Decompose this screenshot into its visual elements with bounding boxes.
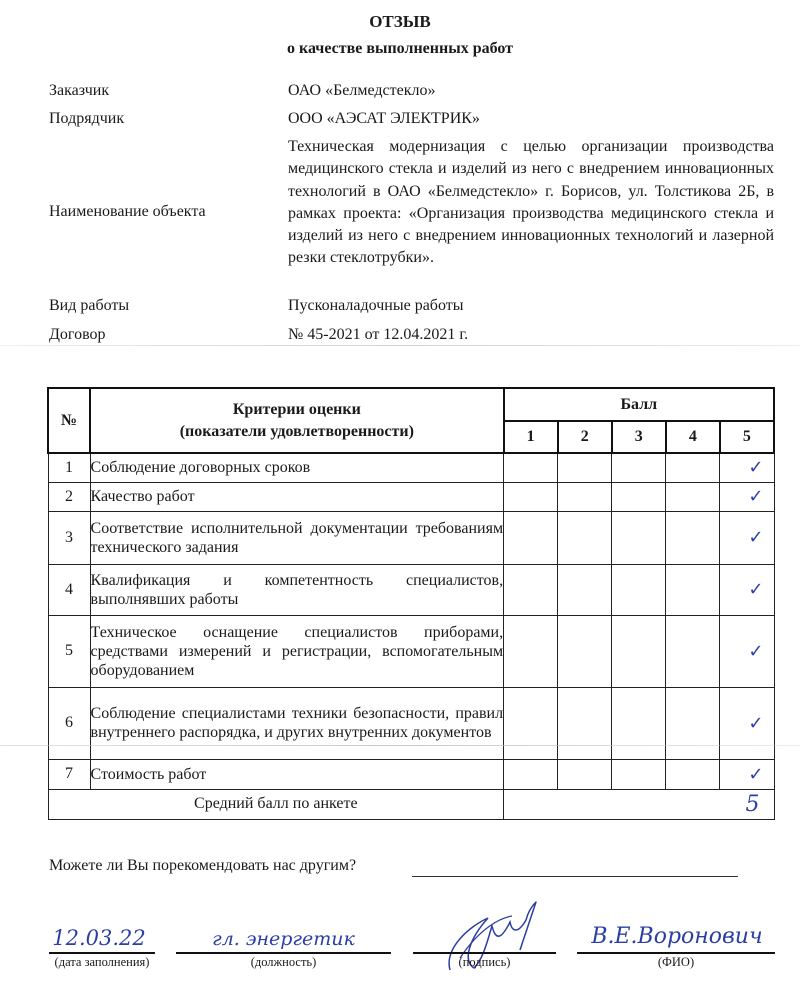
- score-cell-1[interactable]: [504, 564, 558, 615]
- score-cell-5[interactable]: [720, 453, 774, 482]
- score-cell-1[interactable]: [504, 615, 558, 687]
- work-type-value: Пусконаладочные работы: [288, 297, 464, 314]
- recommend-answer-field[interactable]: [412, 876, 738, 877]
- header-criteria: [90, 388, 504, 453]
- score-cell-3[interactable]: [612, 482, 666, 511]
- name-value[interactable]: В.Е.Воронович: [591, 924, 763, 949]
- name-caption: (ФИО): [657, 955, 695, 969]
- score-cell-4[interactable]: [666, 615, 720, 687]
- score-cell-2[interactable]: [558, 482, 612, 511]
- header-score-1: 1: [504, 421, 558, 453]
- row-number: 3: [48, 511, 90, 564]
- row-number: 2: [48, 482, 90, 511]
- score-cell-2[interactable]: [558, 759, 612, 789]
- recommend-question: Можете ли Вы порекомендовать нас другим?: [49, 857, 357, 874]
- score-cell-4[interactable]: [666, 453, 720, 482]
- document-title: ОТЗЫВ: [369, 12, 431, 31]
- table-row: [48, 453, 774, 482]
- row-criterion: Квалификация и компетентность специалистов, выполнявших работы: [90, 564, 504, 615]
- score-cell-3[interactable]: [612, 511, 666, 564]
- score-cell-2[interactable]: [558, 564, 612, 615]
- position-value[interactable]: гл. энергетик: [212, 928, 355, 950]
- row-number: 5: [48, 615, 90, 687]
- score-cell-3[interactable]: [612, 615, 666, 687]
- score-cell-5[interactable]: [720, 687, 774, 759]
- check-mark-icon: ✓: [748, 457, 764, 479]
- score-cell-1[interactable]: [504, 687, 558, 759]
- table-row: [48, 482, 774, 511]
- header-criteria-line2: (показатели удовлетворенности): [179, 422, 414, 440]
- score-cell-5[interactable]: [720, 564, 774, 615]
- object-label: Наименование объекта: [49, 203, 206, 220]
- customer-value: ОАО «Белмедстекло»: [288, 82, 436, 99]
- contract-value: № 45-2021 от 12.04.2021 г.: [288, 326, 469, 343]
- score-cell-4[interactable]: [666, 564, 720, 615]
- score-cell-1[interactable]: [504, 511, 558, 564]
- table-row: [48, 564, 774, 615]
- header-criteria-line1: Критерии оценки: [232, 400, 361, 418]
- signature-caption: (подпись): [458, 955, 511, 969]
- table-row: [48, 687, 774, 759]
- check-mark-icon: ✓: [748, 640, 764, 662]
- check-mark-icon: ✓: [748, 527, 764, 548]
- score-cell-1[interactable]: [504, 759, 558, 789]
- table-row: [48, 615, 774, 687]
- header-score-5: 5: [720, 421, 774, 453]
- object-description: Техническая модернизация с целью организации производства медицинского стекла и изделий из него с внедрением инновационных технологий в ОАО «Белмедстекло» г. Борисов, ул. Толстикова 2Б, в рамках проекта: «Организация производства медицинского стекла и изделий из него с внедрением инновационных технологий и лазерной резки стеклотрубки».: [288, 138, 774, 267]
- score-cell-3[interactable]: [612, 759, 666, 789]
- row-number: 1: [48, 453, 90, 482]
- table-row: [48, 511, 774, 564]
- score-cell-3[interactable]: [612, 453, 666, 482]
- score-cell-4[interactable]: [666, 687, 720, 759]
- average-score-label: Средний балл по анкете: [48, 789, 504, 819]
- customer-label: Заказчик: [49, 82, 110, 99]
- document-subtitle: о качестве выполненных работ: [286, 40, 514, 57]
- date-line: [49, 952, 155, 954]
- row-criterion: Соблюдение специалистами техники безопасности, правил внутреннего распорядка, и других внутренних документов: [90, 687, 504, 759]
- header-score-4: 4: [666, 421, 720, 453]
- row-criterion: Соответствие исполнительной документации требованиям технического задания: [90, 511, 504, 564]
- header-number: №: [48, 388, 90, 453]
- score-cell-4[interactable]: [666, 511, 720, 564]
- row-number: 6: [48, 687, 90, 759]
- score-cell-3[interactable]: [612, 687, 666, 759]
- average-score-value[interactable]: 5: [504, 789, 774, 819]
- signature-line: [413, 952, 556, 954]
- work-type-label: Вид работы: [49, 297, 130, 314]
- score-cell-5[interactable]: [720, 759, 774, 789]
- header-score-2: 2: [558, 421, 612, 453]
- row-number: 7: [48, 759, 90, 789]
- name-line: [577, 952, 775, 954]
- contractor-value: ООО «АЭСАТ ЭЛЕКТРИК»: [288, 110, 480, 127]
- row-criterion: Соблюдение договорных сроков: [90, 453, 504, 482]
- paper-fold-line: [0, 345, 800, 346]
- score-cell-2[interactable]: [558, 511, 612, 564]
- row-criterion: Качество работ: [90, 482, 504, 511]
- score-cell-2[interactable]: [558, 687, 612, 759]
- row-criterion: Стоимость работ: [90, 759, 504, 789]
- evaluation-table: [47, 387, 775, 820]
- date-value[interactable]: 12.03.22: [52, 926, 146, 950]
- header-score-3: 3: [612, 421, 666, 453]
- score-cell-5[interactable]: [720, 615, 774, 687]
- header-score: Балл: [504, 388, 774, 421]
- row-number: 4: [48, 564, 90, 615]
- contract-label: Договор: [49, 326, 106, 343]
- contractor-label: Подрядчик: [49, 110, 125, 127]
- row-criterion: Техническое оснащение специалистов приборами, средствами измерений и регистрации, вспомогательным оборудованием: [90, 615, 504, 687]
- score-cell-1[interactable]: [504, 453, 558, 482]
- score-cell-2[interactable]: [558, 453, 612, 482]
- paper-fold-line: [0, 745, 800, 746]
- table-row: [48, 759, 774, 789]
- date-caption: (дата заполнения): [54, 955, 150, 969]
- score-cell-5[interactable]: [720, 511, 774, 564]
- check-mark-icon: ✓: [748, 763, 764, 785]
- score-cell-5[interactable]: [720, 482, 774, 511]
- score-cell-3[interactable]: [612, 564, 666, 615]
- position-caption: (должность): [250, 955, 317, 969]
- position-line: [176, 952, 391, 954]
- check-mark-icon: ✓: [748, 486, 764, 507]
- score-cell-4[interactable]: [666, 482, 720, 511]
- score-cell-2[interactable]: [558, 615, 612, 687]
- score-cell-4[interactable]: [666, 759, 720, 789]
- check-mark-icon: ✓: [748, 579, 764, 600]
- score-cell-1[interactable]: [504, 482, 558, 511]
- check-mark-icon: ✓: [748, 712, 764, 734]
